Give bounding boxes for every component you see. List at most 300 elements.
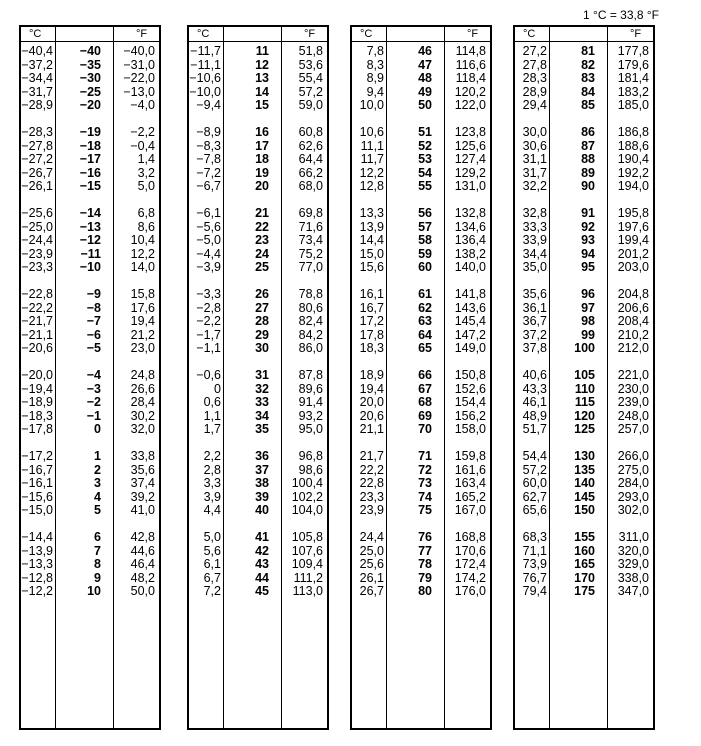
table-row xyxy=(352,72,490,86)
key-value: 91 xyxy=(581,206,595,220)
fahrenheit-value: 109,4 xyxy=(291,557,323,572)
table-row xyxy=(352,531,490,545)
celsius-value: 22,2 xyxy=(359,462,384,477)
key-value: 105 xyxy=(574,368,595,382)
key-value: 15 xyxy=(255,98,269,113)
table-row xyxy=(515,477,653,491)
table-row xyxy=(352,558,490,572)
table-row xyxy=(21,59,159,73)
key-value: −19 xyxy=(79,125,101,139)
table-row xyxy=(21,410,159,424)
fahrenheit-value: −13,0 xyxy=(123,84,155,99)
celsius-value: 73,9 xyxy=(522,557,547,572)
table-row xyxy=(21,234,159,248)
fahrenheit-header: °F xyxy=(136,28,148,40)
celsius-value: 35,6 xyxy=(522,287,547,301)
row-group xyxy=(189,450,327,518)
celsius-value: −12,8 xyxy=(21,570,53,585)
fahrenheit-value: 174,2 xyxy=(454,570,486,585)
table-row xyxy=(352,140,490,154)
fahrenheit-value: 293,0 xyxy=(617,489,649,504)
fahrenheit-value: 149,0 xyxy=(454,341,486,356)
table-row xyxy=(21,369,159,383)
table-row xyxy=(21,342,159,356)
key-value: 13 xyxy=(255,71,269,86)
key-value: 37 xyxy=(255,462,269,477)
fahrenheit-value: 134,6 xyxy=(454,219,486,234)
fahrenheit-value: 26,6 xyxy=(130,381,155,396)
key-value: 8 xyxy=(94,557,101,572)
fahrenheit-value: 77,0 xyxy=(298,260,323,275)
table-row xyxy=(21,248,159,262)
fahrenheit-value: 161,6 xyxy=(454,462,486,477)
celsius-value: 6,1 xyxy=(203,557,221,572)
table-row xyxy=(189,450,327,464)
table-row xyxy=(352,207,490,221)
table-row xyxy=(515,167,653,181)
fahrenheit-value: 44,6 xyxy=(130,543,155,558)
celsius-value: −22,8 xyxy=(21,287,53,301)
celsius-value: 1,7 xyxy=(203,422,221,437)
fahrenheit-value: 107,6 xyxy=(291,543,323,558)
fahrenheit-value: 60,8 xyxy=(298,125,323,139)
key-value: 165 xyxy=(574,557,595,572)
table-row xyxy=(21,153,159,167)
table-row xyxy=(352,464,490,478)
celsius-value: 5,6 xyxy=(203,543,221,558)
celsius-value: 26,1 xyxy=(359,570,384,585)
fahrenheit-value: 10,4 xyxy=(130,233,155,248)
row-group xyxy=(515,531,653,599)
row-group xyxy=(352,450,490,518)
celsius-value: 48,9 xyxy=(522,408,547,423)
fahrenheit-value: 266,0 xyxy=(617,449,649,463)
table-row xyxy=(189,315,327,329)
fahrenheit-value: 221,0 xyxy=(617,368,649,382)
celsius-value: 65,6 xyxy=(522,503,547,518)
celsius-value: 18,3 xyxy=(359,341,384,356)
celsius-value: 25,0 xyxy=(359,543,384,558)
key-value: 21 xyxy=(255,206,269,220)
table-row xyxy=(21,140,159,154)
key-value: 9 xyxy=(94,570,101,585)
key-value: 82 xyxy=(581,57,595,72)
table-row xyxy=(189,531,327,545)
key-value: 16 xyxy=(255,125,269,139)
table-row xyxy=(515,545,653,559)
key-value: 68 xyxy=(418,395,432,410)
key-value: −17 xyxy=(79,152,101,167)
key-value: 33 xyxy=(255,395,269,410)
celsius-value: 40,6 xyxy=(522,368,547,382)
fahrenheit-value: 89,6 xyxy=(298,381,323,396)
fahrenheit-value: 14,0 xyxy=(130,260,155,275)
key-value: 67 xyxy=(418,381,432,396)
key-value: −20 xyxy=(79,98,101,113)
key-value: 74 xyxy=(418,489,432,504)
key-value: 75 xyxy=(418,503,432,518)
fahrenheit-value: 114,8 xyxy=(455,44,486,58)
fahrenheit-value: 197,6 xyxy=(617,219,649,234)
key-value: 79 xyxy=(418,570,432,585)
row-group xyxy=(515,450,653,518)
fahrenheit-value: 143,6 xyxy=(454,300,486,315)
key-value: 120 xyxy=(574,408,595,423)
table-row xyxy=(515,410,653,424)
fahrenheit-value: 41,0 xyxy=(130,503,155,518)
fahrenheit-value: 163,4 xyxy=(454,476,486,491)
key-value: 51 xyxy=(418,125,432,139)
key-value: 35 xyxy=(255,422,269,437)
key-value: 125 xyxy=(574,422,595,437)
key-value: −25 xyxy=(79,84,101,99)
table-row xyxy=(21,72,159,86)
key-value: 110 xyxy=(574,381,595,396)
table-row xyxy=(515,288,653,302)
table-row xyxy=(515,450,653,464)
table-row xyxy=(352,396,490,410)
fahrenheit-value: 19,4 xyxy=(130,314,155,329)
celsius-value: 71,1 xyxy=(522,543,547,558)
fahrenheit-value: 167,0 xyxy=(454,503,486,518)
fahrenheit-value: 68,0 xyxy=(298,179,323,194)
fahrenheit-value: 1,4 xyxy=(137,152,155,167)
key-value: 2 xyxy=(94,462,101,477)
fahrenheit-value: 33,8 xyxy=(130,449,155,463)
celsius-value: 26,7 xyxy=(359,584,384,599)
celsius-value: −19,4 xyxy=(21,381,53,396)
celsius-value: 30,0 xyxy=(522,125,547,139)
key-value: 70 xyxy=(418,422,432,437)
celsius-value: 8,9 xyxy=(366,71,384,86)
fahrenheit-value: 239,0 xyxy=(617,395,649,410)
table-row xyxy=(189,126,327,140)
celsius-value: 23,9 xyxy=(359,503,384,518)
table-row xyxy=(21,531,159,545)
table-row xyxy=(515,302,653,316)
fahrenheit-value: 17,6 xyxy=(130,300,155,315)
celsius-value: −27,8 xyxy=(21,138,53,153)
fahrenheit-header: °F xyxy=(467,28,479,40)
key-value: 84 xyxy=(581,84,595,99)
row-group xyxy=(352,531,490,599)
celsius-value: 43,3 xyxy=(522,381,547,396)
key-value: 24 xyxy=(255,246,269,261)
fahrenheit-value: 116,6 xyxy=(455,57,486,72)
key-value: 17 xyxy=(255,138,269,153)
key-value: −13 xyxy=(79,219,101,234)
fahrenheit-value: 192,2 xyxy=(617,165,649,180)
row-group xyxy=(189,369,327,437)
fahrenheit-value: 104,0 xyxy=(291,503,323,518)
key-value: 12 xyxy=(255,57,269,72)
table-row xyxy=(21,329,159,343)
table-row xyxy=(352,329,490,343)
celsius-value: 22,8 xyxy=(359,476,384,491)
fahrenheit-value: 132,8 xyxy=(454,206,486,220)
key-value: 72 xyxy=(418,462,432,477)
celsius-value: −17,2 xyxy=(21,449,53,463)
row-group xyxy=(21,369,159,437)
table-row xyxy=(189,59,327,73)
key-value: 57 xyxy=(418,219,432,234)
celsius-value: 54,4 xyxy=(522,449,547,463)
celsius-value: 24,4 xyxy=(359,530,384,544)
celsius-value: 37,2 xyxy=(522,327,547,342)
fahrenheit-value: −31,0 xyxy=(123,57,155,72)
key-value: 26 xyxy=(255,287,269,301)
fahrenheit-value: 154,4 xyxy=(454,395,486,410)
table-header xyxy=(352,27,490,42)
fahrenheit-value: 48,2 xyxy=(130,570,155,585)
fahrenheit-value: 136,4 xyxy=(454,233,486,248)
celsius-value: 3,9 xyxy=(203,489,221,504)
key-value: 1 xyxy=(94,449,101,463)
key-value: 64 xyxy=(418,327,432,342)
table-row xyxy=(21,450,159,464)
key-value: 150 xyxy=(574,503,595,518)
row-group xyxy=(21,207,159,275)
table-row xyxy=(352,423,490,437)
celsius-value: 12,2 xyxy=(359,165,384,180)
row-group xyxy=(189,531,327,599)
celsius-value: 2,8 xyxy=(203,462,221,477)
table-row xyxy=(21,315,159,329)
celsius-value: 2,2 xyxy=(203,449,221,463)
celsius-value: −23,3 xyxy=(21,260,53,275)
key-value: 47 xyxy=(418,57,432,72)
key-value: 0 xyxy=(94,422,101,437)
celsius-value: 14,4 xyxy=(359,233,384,248)
key-value: 30 xyxy=(255,341,269,356)
fahrenheit-value: 181,4 xyxy=(617,71,649,86)
fahrenheit-value: 3,2 xyxy=(137,165,155,180)
fahrenheit-value: 275,0 xyxy=(617,462,649,477)
key-value: 50 xyxy=(418,98,432,113)
key-value: 46 xyxy=(418,44,432,58)
celsius-value: −28,9 xyxy=(21,98,53,113)
key-value: −12 xyxy=(79,233,101,248)
row-group xyxy=(189,207,327,275)
celsius-value: −11,1 xyxy=(190,57,221,72)
row-group xyxy=(21,288,159,356)
key-value: 115 xyxy=(574,395,595,410)
celsius-value: 57,2 xyxy=(522,462,547,477)
fahrenheit-header: °F xyxy=(304,28,316,40)
celsius-value: −11,7 xyxy=(190,44,221,58)
table-row xyxy=(21,396,159,410)
celsius-value: 33,9 xyxy=(522,233,547,248)
table-row xyxy=(21,302,159,316)
key-value: 49 xyxy=(418,84,432,99)
key-value: 23 xyxy=(255,233,269,248)
celsius-value: 4,4 xyxy=(203,503,221,518)
fahrenheit-value: 78,8 xyxy=(298,287,323,301)
celsius-value: −37,2 xyxy=(21,57,53,72)
fahrenheit-value: 190,4 xyxy=(617,152,649,167)
celsius-value: −31,7 xyxy=(21,84,53,99)
table-row xyxy=(189,221,327,235)
celsius-header: °C xyxy=(197,28,210,40)
celsius-value: 32,8 xyxy=(522,206,547,220)
celsius-value: 27,8 xyxy=(522,57,547,72)
celsius-value: −15,0 xyxy=(21,503,53,518)
celsius-value: 16,7 xyxy=(359,300,384,315)
key-value: −35 xyxy=(79,57,101,72)
table-row xyxy=(352,261,490,275)
fahrenheit-value: 6,8 xyxy=(137,206,155,220)
fahrenheit-value: 113,0 xyxy=(292,584,323,599)
fahrenheit-value: 71,6 xyxy=(298,219,323,234)
fahrenheit-value: 42,8 xyxy=(130,530,155,544)
celsius-value: −13,9 xyxy=(21,543,53,558)
table-row xyxy=(189,180,327,194)
fahrenheit-value: 80,6 xyxy=(298,300,323,315)
fahrenheit-value: 59,0 xyxy=(298,98,323,113)
celsius-value: 51,7 xyxy=(522,422,547,437)
celsius-value: 21,7 xyxy=(359,449,384,463)
row-group xyxy=(515,369,653,437)
table-row xyxy=(21,558,159,572)
table-row xyxy=(515,585,653,599)
fahrenheit-value: 185,0 xyxy=(617,98,649,113)
row-group xyxy=(515,207,653,275)
table-row xyxy=(352,342,490,356)
table-row xyxy=(189,86,327,100)
key-value: 6 xyxy=(94,530,101,544)
celsius-value: 11,7 xyxy=(360,152,384,167)
celsius-value: 76,7 xyxy=(522,570,547,585)
fahrenheit-value: 172,4 xyxy=(454,557,486,572)
key-value: 98 xyxy=(581,314,595,329)
table-row xyxy=(515,261,653,275)
fahrenheit-value: 50,0 xyxy=(130,584,155,599)
table-row xyxy=(189,396,327,410)
celsius-value: 11,1 xyxy=(360,138,384,153)
key-value: −16 xyxy=(79,165,101,180)
fahrenheit-value: −4,0 xyxy=(130,98,155,113)
celsius-value: 0,6 xyxy=(203,395,221,410)
celsius-value: −6,1 xyxy=(196,206,221,220)
celsius-value: 32,2 xyxy=(522,179,547,194)
table-row xyxy=(352,99,490,113)
fahrenheit-value: 23,0 xyxy=(130,341,155,356)
celsius-value: 15,6 xyxy=(359,260,384,275)
celsius-value: 16,1 xyxy=(359,287,384,301)
celsius-value: −7,8 xyxy=(196,152,221,167)
celsius-value: −21,7 xyxy=(21,314,53,329)
table-row xyxy=(352,450,490,464)
table-row xyxy=(189,545,327,559)
table-row xyxy=(189,153,327,167)
celsius-value: −25,6 xyxy=(21,206,53,220)
celsius-value: 36,1 xyxy=(522,300,547,315)
table-row xyxy=(189,410,327,424)
table-row xyxy=(515,140,653,154)
table-row xyxy=(515,99,653,113)
table-row xyxy=(515,558,653,572)
celsius-value: −2,8 xyxy=(196,300,221,315)
table-row xyxy=(515,383,653,397)
fahrenheit-value: 188,6 xyxy=(617,138,649,153)
table-row xyxy=(189,329,327,343)
fahrenheit-value: 21,2 xyxy=(130,327,155,342)
table-header xyxy=(515,27,653,42)
fahrenheit-value: 93,2 xyxy=(298,408,323,423)
table-row xyxy=(21,86,159,100)
fahrenheit-value: 338,0 xyxy=(617,570,649,585)
table-row xyxy=(352,410,490,424)
row-group xyxy=(352,288,490,356)
fahrenheit-value: 257,0 xyxy=(617,422,649,437)
table-row xyxy=(21,207,159,221)
key-value: 41 xyxy=(255,530,269,544)
fahrenheit-value: 199,4 xyxy=(617,233,649,248)
key-value: 97 xyxy=(581,300,595,315)
table-row xyxy=(515,126,653,140)
table-row xyxy=(352,59,490,73)
key-value: 52 xyxy=(418,138,432,153)
table-row xyxy=(21,288,159,302)
key-value: 20 xyxy=(255,179,269,194)
table-row xyxy=(21,423,159,437)
fahrenheit-value: 186,8 xyxy=(617,125,649,139)
celsius-value: −25,0 xyxy=(21,219,53,234)
table-header xyxy=(189,27,327,42)
key-value: 66 xyxy=(418,368,432,382)
celsius-value: −8,9 xyxy=(196,125,221,139)
table-row xyxy=(21,167,159,181)
table-row xyxy=(189,464,327,478)
fahrenheit-value: 201,2 xyxy=(617,246,649,261)
fahrenheit-value: 329,0 xyxy=(617,557,649,572)
table-row xyxy=(189,261,327,275)
celsius-value: 5,0 xyxy=(203,530,221,544)
table-row xyxy=(189,558,327,572)
table-row xyxy=(21,383,159,397)
row-group xyxy=(515,126,653,194)
key-value: 44 xyxy=(255,570,269,585)
fahrenheit-value: 30,2 xyxy=(130,408,155,423)
fahrenheit-value: 179,6 xyxy=(617,57,649,72)
key-value: 140 xyxy=(574,476,595,491)
fahrenheit-value: 46,4 xyxy=(130,557,155,572)
key-value: 99 xyxy=(581,327,595,342)
celsius-value: −28,3 xyxy=(21,125,53,139)
key-value: 53 xyxy=(418,152,432,167)
table-row xyxy=(515,369,653,383)
table-row xyxy=(189,234,327,248)
celsius-value: −9,4 xyxy=(196,98,221,113)
table-row xyxy=(189,288,327,302)
key-value: −15 xyxy=(79,179,101,194)
celsius-value: −18,3 xyxy=(21,408,53,423)
table-row xyxy=(189,477,327,491)
fahrenheit-value: 82,4 xyxy=(298,314,323,329)
key-value: 63 xyxy=(418,314,432,329)
celsius-value: 31,7 xyxy=(522,165,547,180)
fahrenheit-value: 152,6 xyxy=(454,381,486,396)
table-row xyxy=(352,234,490,248)
key-value: 61 xyxy=(418,287,432,301)
table-row xyxy=(352,585,490,599)
key-value: 60 xyxy=(418,260,432,275)
table-row xyxy=(189,72,327,86)
table-row xyxy=(21,545,159,559)
conversion-table xyxy=(19,25,161,730)
key-value: −6 xyxy=(86,327,101,342)
fahrenheit-value: 177,8 xyxy=(617,44,649,58)
